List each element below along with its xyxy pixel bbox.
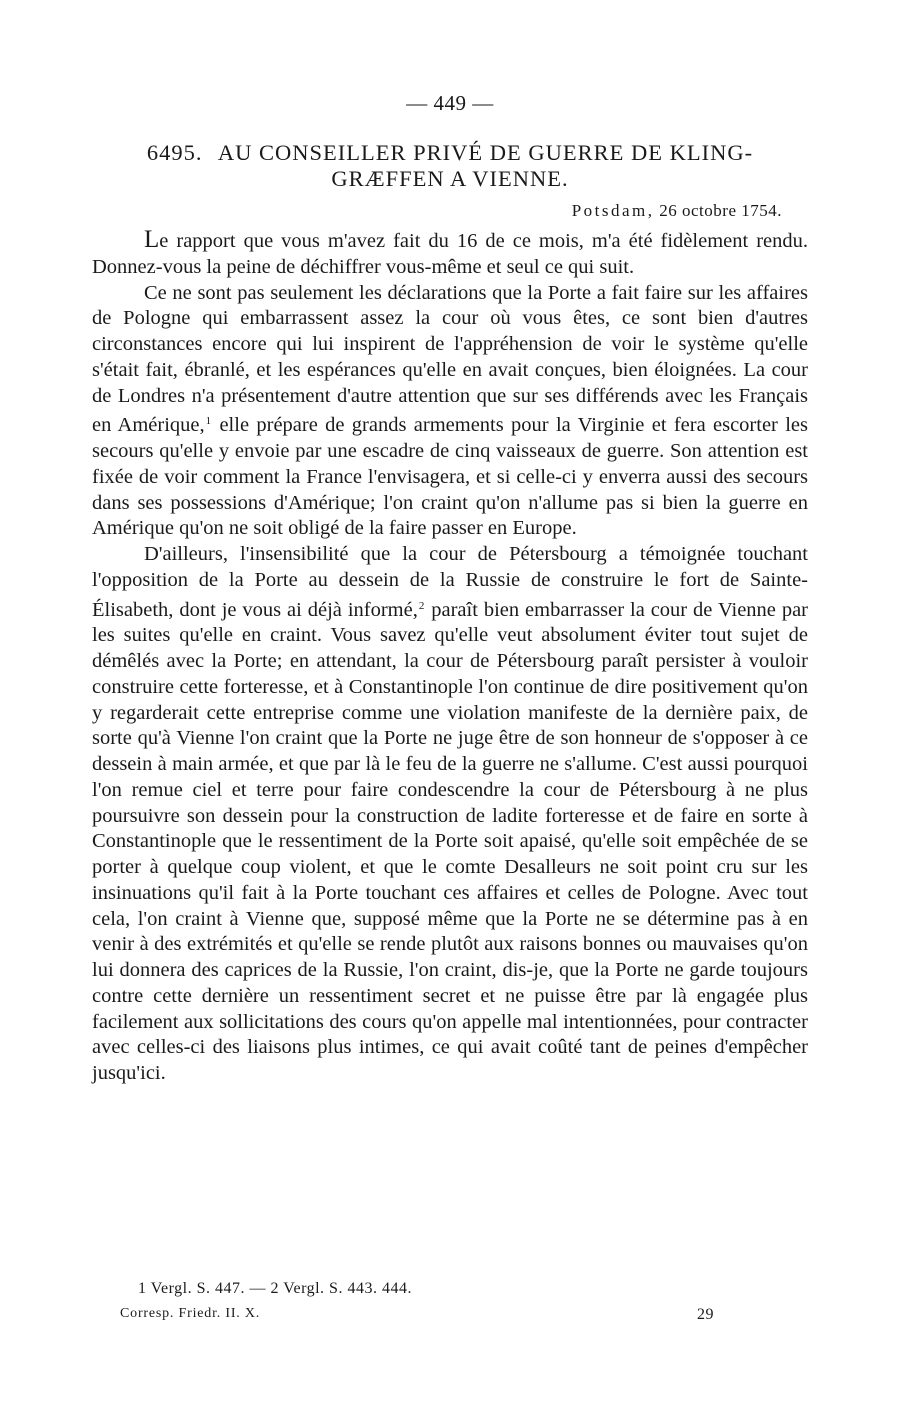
- letter-heading: [92, 140, 808, 192]
- letter-number: 6495.: [146, 140, 203, 165]
- paragraph-2: [92, 281, 808, 543]
- dateline-place: Potsdam,: [571, 201, 655, 220]
- footnote-marker-1: 1: [205, 415, 212, 428]
- paragraph-text: elle prépare de grands armements pour la Virginie et fera escorter les secours qu'elle y envoie par une escadre de cinq vaisseaux de guerre. Son attention est fixée de voir comment la France l'envisagera, et si celle-ci y enverra aussi des secours dans ses possessions d'Amérique; l'on craint qu'on n'allume pas si bien la guerre en Amérique qu'on ne soit obligé de la faire passer en Europe.: [92, 414, 808, 540]
- letter-title: AU CONSEILLER PRIVÉ DE GUERRE DE KLING-GRÆFFEN A VIENNE.: [217, 140, 754, 191]
- paragraph-3: [92, 542, 808, 1087]
- paragraph-text: paraît bien embarrasser la cour de Vienne par les suites qu'elle en craint. Vous savez qu'elle veut absolument éviter tout sujet de démêlés avec la Porte; en attendant, la cour de Pétersbourg paraît persister à vouloir construire cette forteresse, et à Constantinople l'on continue de dire positivement qu'on y regarderait cette entreprise comme une violation manifeste de la dernière paix, de sorte qu'à Vienne l'on craint que la Porte ne juge être de son honneur de s'opposer à ce dessein à main armée, et que par là le feu de la guerre ne s'allume. C'est aussi pourquoi l'on remue ciel et terre pour faire condescendre la cour de Pétersbourg à ne plus poursuivre son dessein pour la construction de ladite forteresse et de faire en sorte à Constantinople que le ressentiment de la Porte soit apaisé, qu'elle soit empêchée de se porter à quelque coup violent, et que le comte Desalleurs ne soit point cru sur les insinuations qu'il fait à la Porte touchant ces affaires et celles de Pologne. Avec tout cela, l'on craint à Vienne que, supposé même que la Porte ne se détermine pas à en venir à des extrémités et qu'elle se rende plutôt aux raisons bonnes ou mauvaises qu'on lui donnera des caprices de la Russie, l'on craint, dis-je, que la Porte ne garde toujours contre cette dernière un ressentiment secret et ne puisse être par là engagée plus facilement aux sollicitations des cours qu'on appelle mal intentionnées, pour contracter avec celles-ci des liaisons plus intimes, ce qui avait coûté tant de peines d'empêcher jusqu'ici.: [92, 598, 809, 1084]
- paragraph-text: Le rapport que vous m'avez fait du 16 de ce mois, m'a été fidèlement rendu. Donnez-vous la peine de déchiffrer vous-même et seul ce qui suit.: [92, 226, 808, 278]
- letter-body: [92, 227, 808, 1087]
- footnotes: 1 Vergl. S. 447. — 2 Vergl. S. 443. 444.: [138, 1280, 412, 1297]
- dateline-date: 26 octobre 1754.: [659, 201, 782, 220]
- footnote-marker-2: 2: [418, 599, 425, 612]
- dateline: [572, 201, 782, 221]
- page-number: — 449 —: [406, 91, 494, 115]
- signature-number: 29: [697, 1306, 714, 1323]
- source-line: Corresp. Friedr. II. X.: [120, 1306, 261, 1321]
- paragraph-text: D'ailleurs, l'insensibilité que la cour de Pétersbourg a témoignée touchant l'opposition de la Porte au dessein de la Russie de construire le fort de Sainte-Élisabeth, dont je vous ai déjà informé,: [92, 543, 808, 621]
- paragraph-1: [92, 227, 808, 281]
- paragraph-text: Ce ne sont pas seulement les déclarations que la Porte a fait faire sur les affaires de Pologne qui embarrassent assez la cour où vous êtes, ce sont bien d'autres circonstances encore qui lui inspirent de l'appréhension de voir le système qu'elle s'était fait, ébranlé, et les espérances qu'elle en avait conçues, bien éloignées. La cour de Londres n'a présentement d'autre attention que sur ses différends avec les Français en Amérique,: [92, 281, 808, 437]
